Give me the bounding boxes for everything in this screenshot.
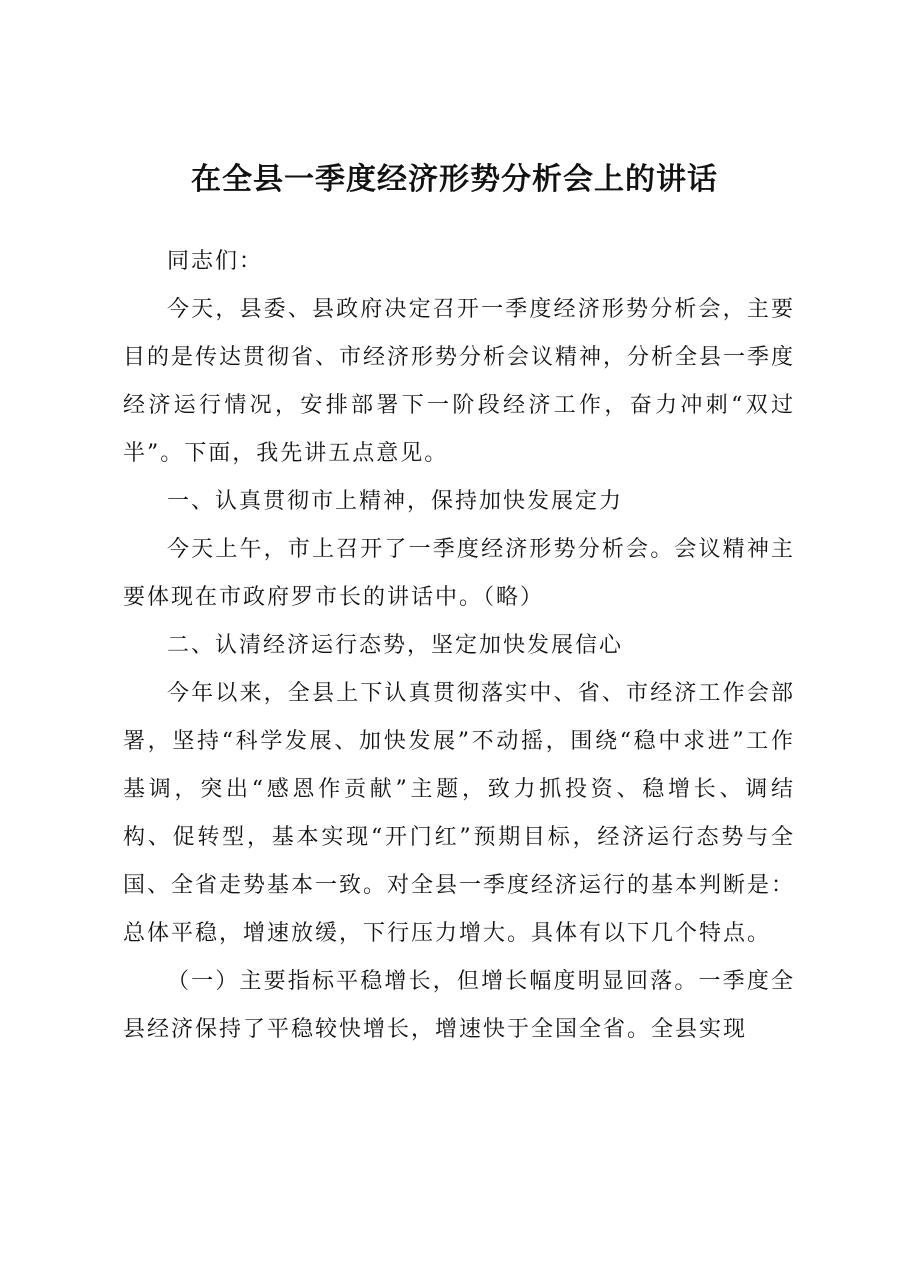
paragraph-salutation: 同志们： — [167, 249, 264, 274]
paragraph-section-2: 今年以来，全县上下认真贯彻落实中、省、市经济工作会部署，坚持“科学发展、加快发展”不动摇，围绕“稳中求进”工作基调，突出“感恩作贡献”主题，致力抓投资、稳增长、调结构、促转型，基本实现“开门红”预期目标，经济运行态势与全国、全省走势基本一致。对全县一季度经济运行的基本判断是：总体平稳，增速放缓，下行压力增大。具体有以下几个特点。 — [123, 681, 796, 946]
section-heading-2: 二、认清经济运行态势，坚定加快发展信心 — [167, 633, 624, 658]
paragraph-intro: 今天，县委、县政府决定召开一季度经济形势分析会，主要目的是传达贯彻省、市经济形势分析会议精神，分析全县一季度经济运行情况，安排部署下一阶段经济工作，奋力冲刺“双过半”。下面，我先讲五点意见。 — [123, 297, 796, 466]
paragraph-section-1: 今天上午，市上召开了一季度经济形势分析会。会议精神主要体现在市政府罗市长的讲话中。（略） — [123, 537, 795, 610]
document-body — [123, 238, 795, 1054]
document-title: 在全县一季度经济形势分析会上的讲话 — [191, 162, 718, 197]
paragraph-subsection-1: （一）主要指标平稳增长，但增长幅度明显回落。一季度全县经济保持了平稳较快增长，增速快于全国全省。全县实现 — [123, 969, 795, 1042]
section-heading-1: 一、认真贯彻市上精神，保持加快发展定力 — [167, 489, 624, 514]
